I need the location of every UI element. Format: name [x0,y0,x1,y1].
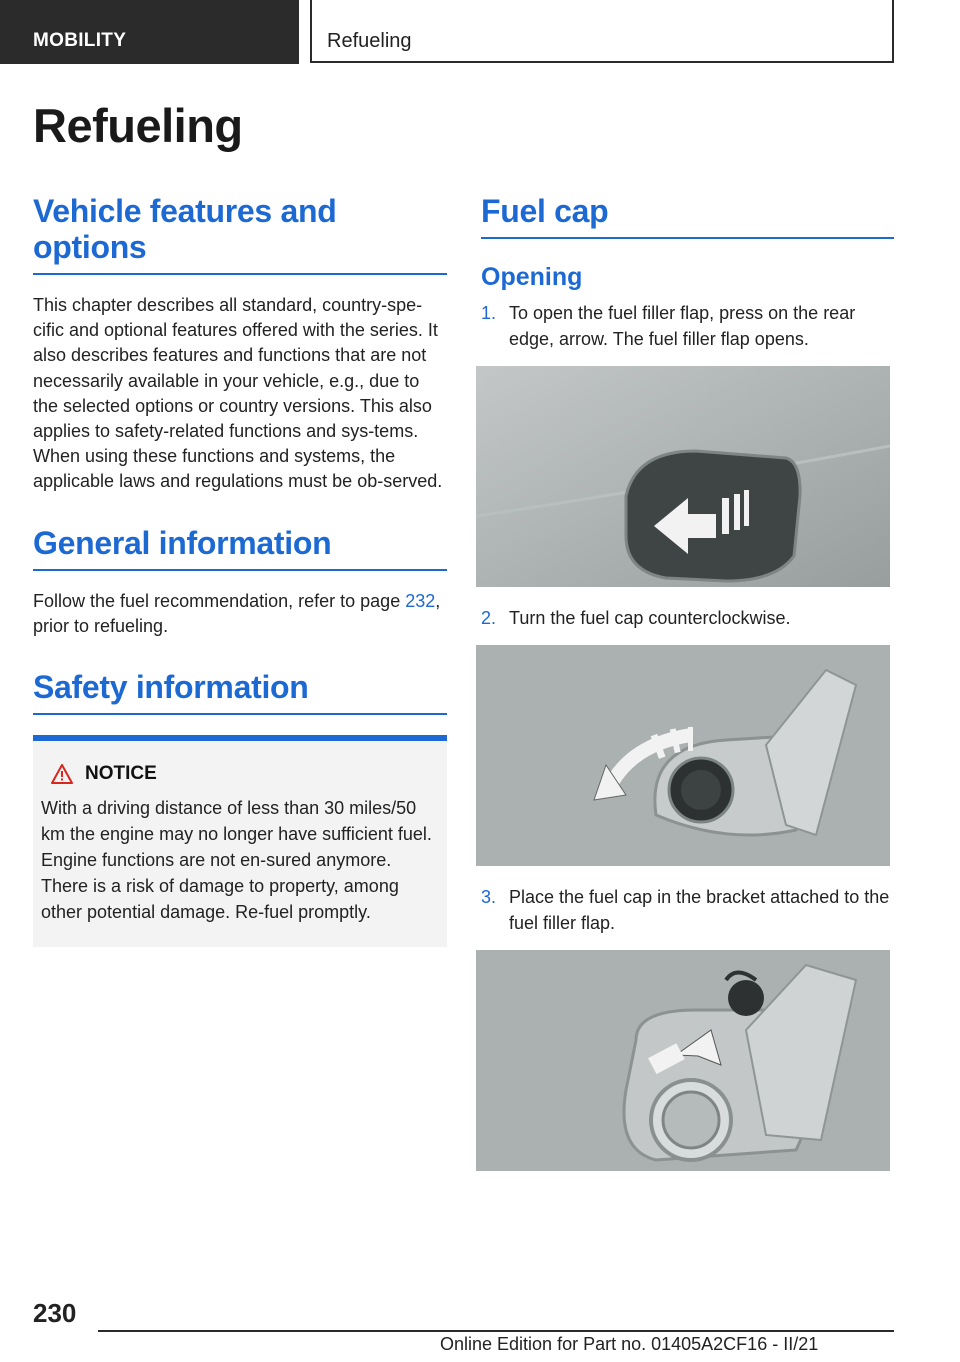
fuel-cap-bracket-figure [476,950,890,1171]
left-column [33,193,447,947]
footer-edition: Online Edition for Part no. 01405A2CF16 - II/21 [440,1334,819,1354]
header-section-label: MOBILITY [33,30,127,51]
steps-list [481,300,894,352]
header-chapter-tab [310,0,894,63]
step-number: 3. [481,887,497,907]
general-info-body [33,589,447,639]
step-item [481,605,894,631]
step-item [481,884,894,936]
page-number: 230 [33,1298,77,1328]
general-info-text: Follow the fuel recommendation, refer to page [33,590,406,611]
warning-icon [51,764,73,784]
steps-list [481,605,894,631]
fuel-cap-heading: Fuel cap [481,193,894,239]
right-column [481,193,894,1189]
step-text: To open the fuel filler flap, press on the rear edge, arrow. The fuel filler flap opens. [509,303,856,349]
footer-divider [98,1330,894,1332]
step-text: Place the fuel cap in the bracket attached to the fuel filler flap. [509,887,890,933]
step-item [481,300,894,352]
notice-box [33,735,447,947]
fuel-cap-turn-figure [476,645,890,866]
notice-title: NOTICE [85,763,157,785]
header-chapter-label: Refueling [327,30,412,52]
vehicle-features-heading: Vehicle features and options [33,193,447,275]
step-text: Turn the fuel cap counterclockwise. [509,608,791,628]
step-number: 1. [481,303,497,323]
fuel-flap-figure [476,366,890,587]
opening-subheading: Opening [481,263,583,291]
vehicle-features-body: This chapter describes all standard, country-spe-cific and optional features offered with the series. It also describes features and functions that are not necessarily available in your vehicle, e.g., due to the selected options or country versions. This also applies to safety-related functions and sys-tems. When using these functions and systems, the applicable laws and regulations must be ob-served. [33,295,443,492]
page-title: Refueling [33,99,243,152]
page-ref-link[interactable]: 232 [405,590,436,611]
notice-header [51,763,439,785]
general-info-text-end: , prior to refueling. [33,590,441,636]
safety-info-heading: Safety information [33,669,447,715]
notice-body: With a driving distance of less than 30 miles/50 km the engine may no longer have sufficient fuel. Engine functions are not en-sured anymore. There is a risk of damage to property, among other potential damage. Re-fuel promptly. [41,798,432,923]
step-number: 2. [481,608,497,628]
header-section-tab [0,0,299,64]
steps-list [481,884,894,936]
general-info-heading: General information [33,525,447,571]
